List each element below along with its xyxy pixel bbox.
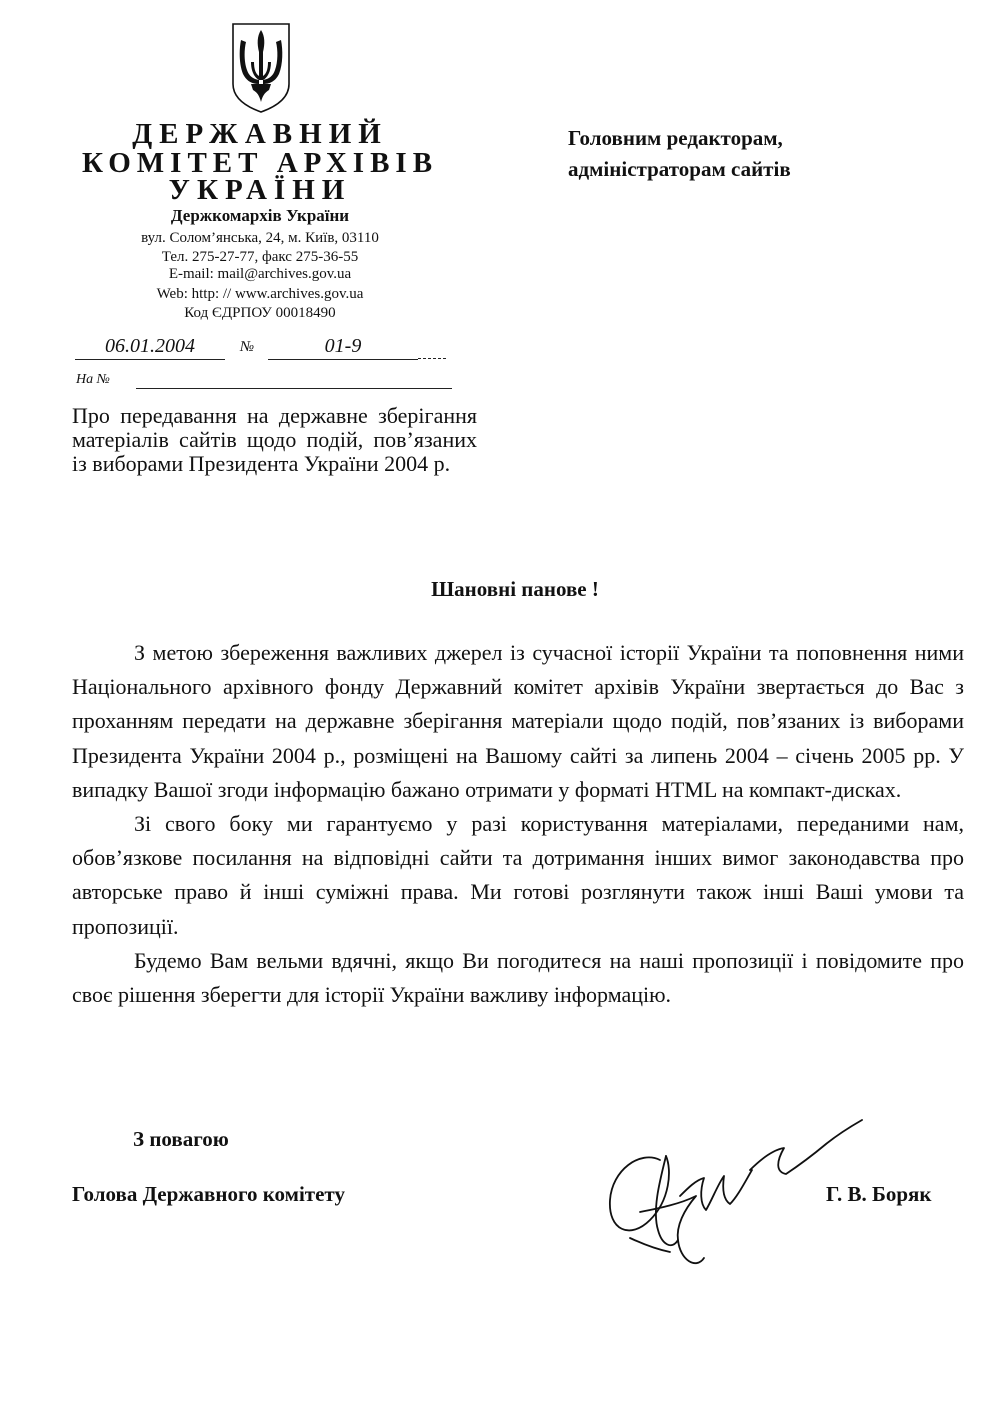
signer-title: Голова Державного комітету — [72, 1182, 345, 1206]
letter-subject: Про передавання на державне зберігання матеріалів сайтів щодо подій, пов’язаних із виборами Президента України 2004 р. — [72, 403, 477, 476]
body-paragraph: Зі свого боку ми гарантуємо у разі користування матеріалами, переданими нам, обов’язкове посилання на відповідні сайти та дотримання інших вимог законодавства про авторське право й інші суміжні права. Ми готові розглянути також інші Ваші умови та пропозиції. — [72, 811, 964, 939]
handwritten-signature-icon — [600, 1100, 870, 1280]
sender-address: вул. Солом’янська, 24, м. Київ, 03110 — [141, 230, 379, 246]
reply-to-blank-line — [136, 388, 452, 389]
organization-name-line-1: ДЕРЖАВНИЙ — [132, 118, 388, 150]
body-paragraph: Будемо Вам вельми вдячні, якщо Ви погодитеся на наші пропозиції і повідомите про своє рішення зберегти для історії України важливу інформацію. — [72, 947, 964, 1008]
reply-to-label: На № — [76, 372, 110, 387]
registration-number-label: № — [240, 339, 255, 355]
registration-date: 06.01.2004 — [75, 335, 225, 360]
organization-name-line-3: УКРАЇНИ — [168, 174, 352, 206]
closing-regards: З повагою — [133, 1127, 229, 1151]
signer-name: Г. В. Боряк — [826, 1182, 932, 1206]
addressee-block — [568, 123, 868, 185]
sender-email: E-mail: mail@archives.gov.ua — [168, 266, 352, 282]
organization-short-name: Держкомархів України — [170, 206, 350, 225]
addressee-line-2: адміністраторам сайтів — [568, 157, 791, 181]
registration-divider — [418, 358, 446, 359]
registration-number: 01-9 — [268, 335, 418, 360]
body-paragraph: З метою збереження важливих джерел із сучасної історії України та поповнення ними Національного архівного фонду Державний комітет архівів України звертається до Вас з проханням передати на державне зберігання матеріали щодо подій, пов’язаних із виборами Президента України 2004 р., розміщені на Вашому сайті за липень 2004 – січень 2005 рр. У випадку Вашої згоди інформацію бажано отримати у форматі HTML на компакт-дисках. — [72, 640, 964, 802]
trident-coat-of-arms-icon — [229, 22, 293, 114]
sender-web: Web: http: // www.archives.gov.ua — [156, 286, 364, 302]
letter-body — [72, 636, 964, 1012]
salutation: Шановні панове ! — [431, 577, 599, 601]
sender-phone: Тел. 275-27-77, факс 275-36-55 — [161, 249, 359, 265]
organization-name-line-2: КОМІТЕТ АРХІВІВ — [81, 147, 439, 179]
sender-code: Код ЄДРПОУ 00018490 — [184, 305, 336, 321]
addressee-line-1: Головним редакторам, — [568, 126, 783, 150]
